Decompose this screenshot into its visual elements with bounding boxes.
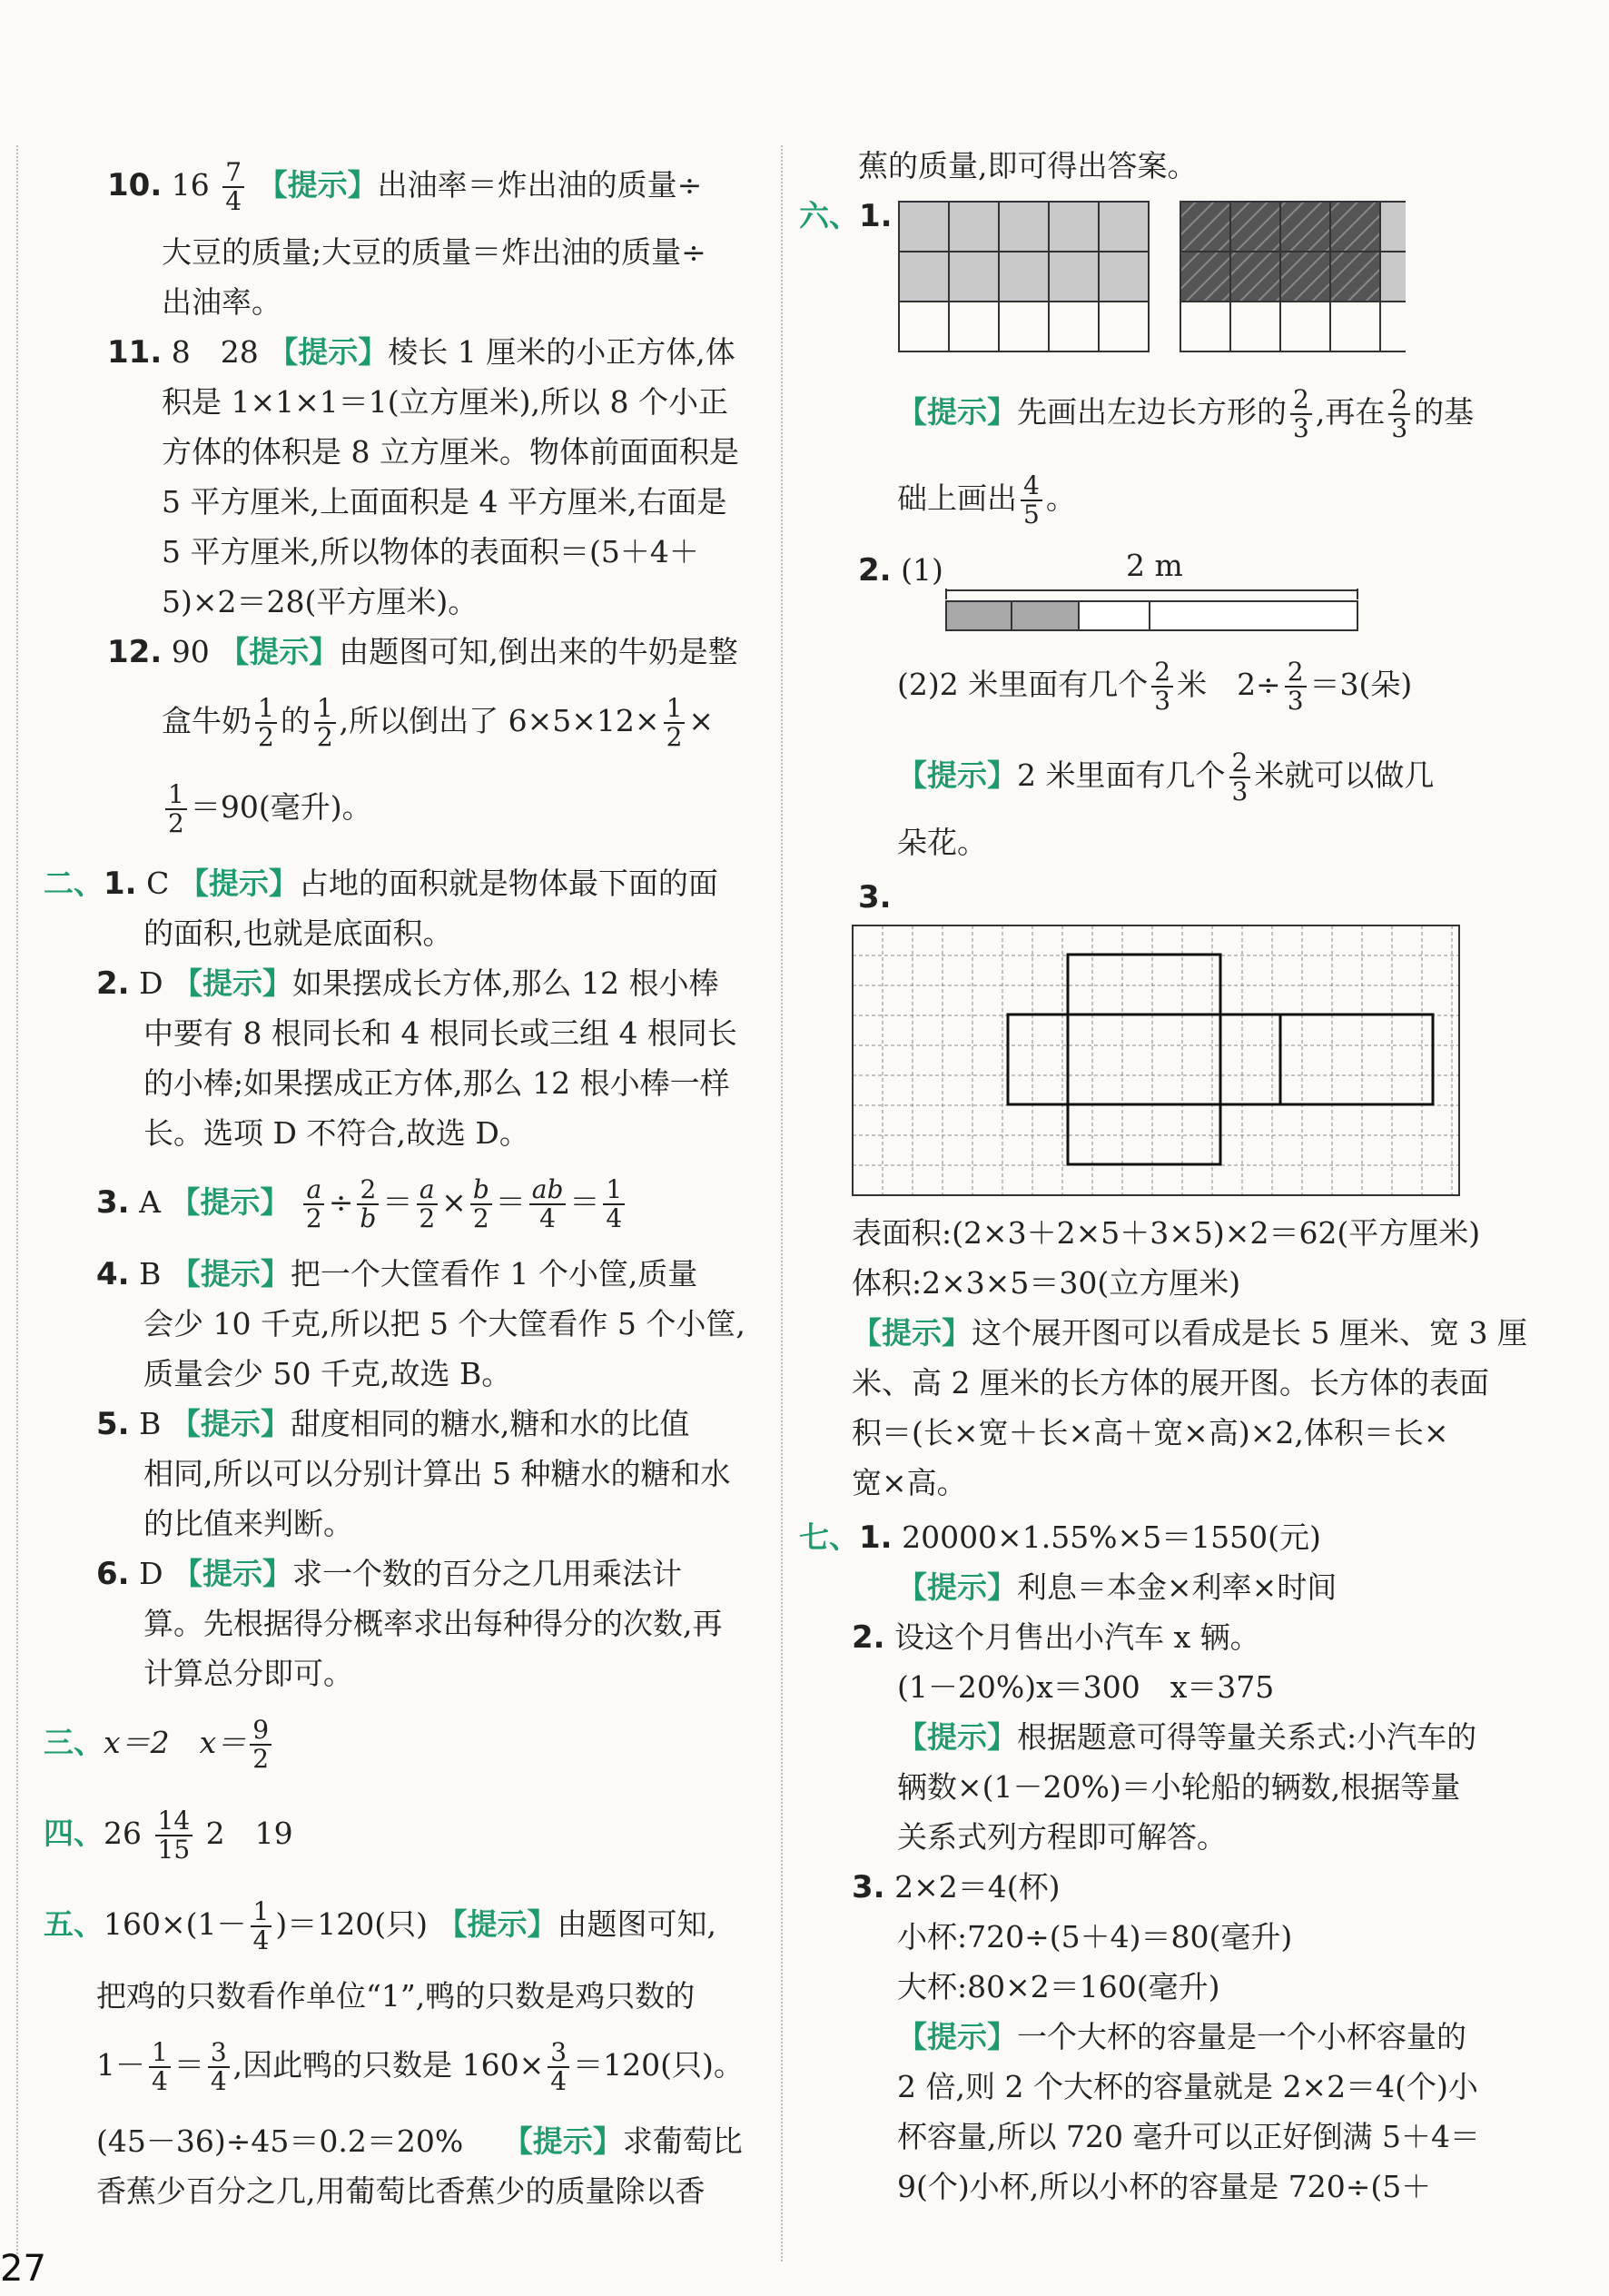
section-7-q1: 七、1. 20000×1.55%×5＝1550(元) (799, 1519, 1321, 1556)
q3-hint: 【提示】这个展开图可以看成是长 5 厘米、宽 3 厘 (852, 1315, 1527, 1351)
text-line: (2)2 米里面有几个 $\frac{2}{3}$ 米 2÷ $\frac{2}{3}$ ＝3(朵) (897, 657, 1413, 716)
section-2-q3: 3. A 【提示】 $\frac{a}{2}$ ÷ $\frac{2}{b}$ ＝ $\frac{a}{2}$ × $\frac{b}{2}$ ＝ $\frac{ab}{4}$ ＝ $\frac{1}{4}$ (96, 1176, 628, 1232)
answer-10: 10. 16 $\frac{7}{4}$ 【提示】出油率＝炸出油的质量÷ (107, 157, 703, 216)
text-line: 朵花。 (897, 825, 987, 860)
text-line: 杯容量,所以 720 毫升可以正好倒满 5＋4＝ (897, 2119, 1480, 2154)
text-line: 1－ $\frac{1}{4}$ ＝ $\frac{3}{4}$ ,因此鸭的只数是 160× $\frac{3}{4}$ ＝120(只)。 (96, 2037, 744, 2096)
text-line: 蕉的质量,即可得出答案。 (858, 148, 1198, 183)
text-line: 算。先根据得分概率求出每种得分的次数,再 (143, 1606, 723, 1641)
length-label: 2 m (1126, 548, 1183, 583)
text-line: (45－36)÷45＝0.2＝20% 【提示】求葡萄比 (96, 2123, 743, 2159)
section-7-q2: 2. 设这个月售出小汽车 x 辆。 (852, 1619, 1260, 1656)
q2-hint: 【提示】2 米里面有几个 $\frac{2}{3}$ 米就可以做几 (897, 747, 1435, 807)
text-line: 的比值来判断。 (143, 1506, 353, 1541)
text-line: 大杯:80×2＝160(毫升) (897, 1969, 1220, 2004)
answer-12: 12. 90 【提示】由题图可知,倒出来的牛奶是整 (107, 634, 738, 670)
text-line: 米、高 2 厘米的长方体的展开图。长方体的表面 (852, 1365, 1489, 1400)
column-divider (781, 145, 783, 2261)
text-line: 长。选项 D 不符合,故选 D。 (143, 1115, 529, 1151)
q2-label: 2. (1) (858, 552, 943, 589)
bar-diagram (944, 581, 1362, 636)
section-2-q5: 5. B 【提示】甜度相同的糖水,糖和水的比值 (96, 1406, 690, 1442)
left-margin-rule (16, 145, 18, 2261)
section-2-q6: 6. D 【提示】求一个数的百分之几用乘法计 (96, 1556, 683, 1592)
s7q2-hint: 【提示】根据题意可得等量关系式:小汽车的 (897, 1719, 1477, 1755)
text-line: 9(个)小杯,所以小杯的容量是 720÷(5＋ (897, 2169, 1432, 2204)
text-line: 宽×高。 (852, 1465, 967, 1500)
text-line: 表面积:(2×3＋2×5＋3×5)×2＝62(平方厘米) (852, 1215, 1481, 1251)
answer-11: 11. 8 28 【提示】棱长 1 厘米的小正方体,体 (107, 334, 735, 371)
text-line: 的面积,也就是底面积。 (143, 915, 453, 951)
text-line: 中要有 8 根同长和 4 根同长或三组 4 根同长 (143, 1015, 737, 1051)
net-diagram (852, 925, 1460, 1197)
text-line: 体积:2×3×5＝30(立方厘米) (852, 1265, 1241, 1301)
text-line: 5 平方厘米,上面面积是 4 平方厘米,右面是 (162, 484, 727, 520)
q1-hint: 【提示】先画出左边长方形的 $\frac{2}{3}$ ,再在 $\frac{2}{3}$ 的基 (897, 384, 1475, 443)
text-line: 5 平方厘米,所以物体的表面积＝(5＋4＋ (162, 534, 699, 569)
section-2-q1: 二、1. C 【提示】占地的面积就是物体最下面的面 (44, 866, 718, 902)
text-line: 方体的体积是 8 立方厘米。物体前面面积是 (162, 434, 739, 470)
section-3: 三、x＝2 x＝ $\frac{9}{2}$ (44, 1717, 275, 1773)
text-line: 5)×2＝28(平方厘米)。 (162, 584, 479, 619)
section-2-q4: 4. B 【提示】把一个大筐看作 1 个小筐,质量 (96, 1256, 698, 1292)
text-line: 大豆的质量;大豆的质量＝炸出油的质量÷ (162, 234, 706, 270)
q3-label: 3. (858, 879, 892, 915)
text-line: 会少 10 千克,所以把 5 个大筐看作 5 个小筐, (143, 1306, 745, 1341)
text-line: 盒牛奶 $\frac{1}{2}$ 的 $\frac{1}{2}$ ,所以倒出了 6×5×12× $\frac{1}{2}$ × (162, 693, 715, 752)
fraction: $\frac{7}{4}$ (222, 159, 244, 215)
text-line: 香蕉少百分之几,用葡萄比香蕉少的质量除以香 (96, 2173, 706, 2209)
text-line: 的小棒;如果摆成正方体,那么 12 根小棒一样 (143, 1065, 730, 1101)
section-6-q1-label: 六、1. (799, 198, 893, 234)
right-grid (1180, 202, 1406, 351)
section-2-q2: 2. D 【提示】如果摆成长方体,那么 12 根小棒 (96, 965, 719, 1002)
text-line: 把鸡的只数看作单位“1”,鸭的只数是鸡只数的 (96, 1978, 696, 2014)
s7q3-hint: 【提示】一个大杯的容量是一个小杯容量的 (897, 2019, 1466, 2054)
text-line: 础上画出 $\frac{4}{5}$ 。 (897, 470, 1076, 529)
text-line: 积＝(长×宽＋长×高＋宽×高)×2,体积＝长× (852, 1415, 1449, 1450)
text-line: 相同,所以可以分别计算出 5 种糖水的糖和水 (143, 1456, 731, 1491)
text-line: $\frac{1}{2}$ ＝90(毫升)。 (162, 781, 372, 837)
text-line: 计算总分即可。 (143, 1656, 353, 1691)
page-number: 27 (0, 2248, 46, 2290)
cuboid-net (1008, 955, 1433, 1164)
section-5: 五、160×(1－ $\frac{1}{4}$ )＝120(只) 【提示】由题图可知, (44, 1896, 716, 1955)
section-7-q3: 3. 2×2＝4(杯) (852, 1869, 1061, 1905)
section-4: 四、26 $\frac{14}{15}$ 2 19 (44, 1806, 293, 1865)
left-grid (899, 202, 1149, 351)
text-line: 辆数×(1－20%)＝小轮船的辆数,根据等量 (897, 1769, 1461, 1805)
text-line: 关系式列方程即可解答。 (897, 1819, 1227, 1855)
fraction-grid-figures (897, 200, 1406, 354)
text-line: 小杯:720÷(5＋4)＝80(毫升) (897, 1919, 1293, 1955)
text-line: (1－20%)x＝300 x＝375 (897, 1669, 1275, 1705)
text-line: 质量会少 50 千克,故选 B。 (143, 1356, 512, 1391)
s7q1-hint: 【提示】利息＝本金×利率×时间 (897, 1569, 1338, 1605)
text-line: 2 倍,则 2 个大杯的容量就是 2×2＝4(个)小 (897, 2069, 1478, 2104)
text-line: 积是 1×1×1＝1(立方厘米),所以 8 个小正 (162, 384, 728, 420)
text-line: 出油率。 (162, 284, 281, 320)
